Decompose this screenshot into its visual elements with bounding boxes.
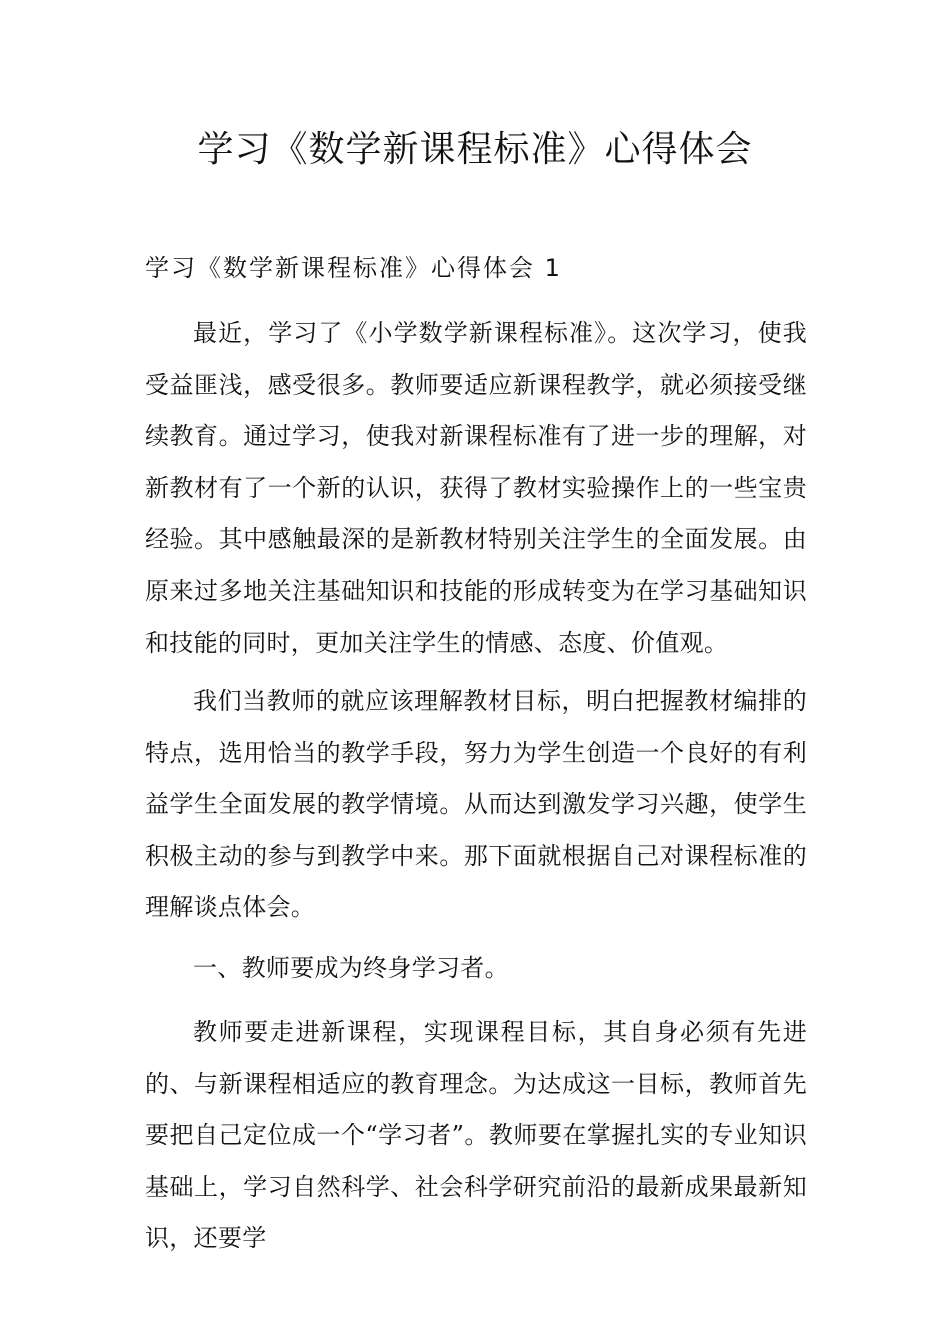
- paragraph-3-subheading: 一、教师要成为终身学习者。: [193, 954, 509, 982]
- paragraph-1: 最近，学习了《小学数学新课程标准》。这次学习，使我受益匪浅，感受很多。教师要适应新课程教学，就必须接受继续教育。通过学习，使我对新课程标准有了进一步的理解，对新教材有了一个新的认识，获得了教材实验操作上的一些宝贵经验。其中感触最深的是新教材特别关注学生的全面发展。由原来过多地关注基础知识和技能的形成转变为在学习基础知识和技能的同时，更加关注学生的情感、态度、价值观。: [145, 319, 807, 657]
- paragraph-2: 我们当教师的就应该理解教材目标，明白把握教材编排的特点，选用恰当的教学手段，努力为学生创造一个良好的有利益学生全面发展的教学情境。从而达到激发学习兴趣，使学生积极主动的参与到教学中来。那下面就根据自己对课程标准的理解谈点体会。: [145, 687, 807, 922]
- section-heading: 学习《数学新课程标准》心得体会 1: [145, 254, 562, 282]
- paragraph-4: 教师要走进新课程，实现课程目标，其自身必须有先进的、与新课程相适应的教育理念。为达成这一目标，教师首先要把自己定位成一个“学习者”。教师要在掌握扎实的专业知识基础上，学习自然科学、社会科学研究前沿的最新成果最新知识，还要学: [145, 1018, 807, 1253]
- document-title: 学习《数学新课程标准》心得体会: [197, 129, 753, 170]
